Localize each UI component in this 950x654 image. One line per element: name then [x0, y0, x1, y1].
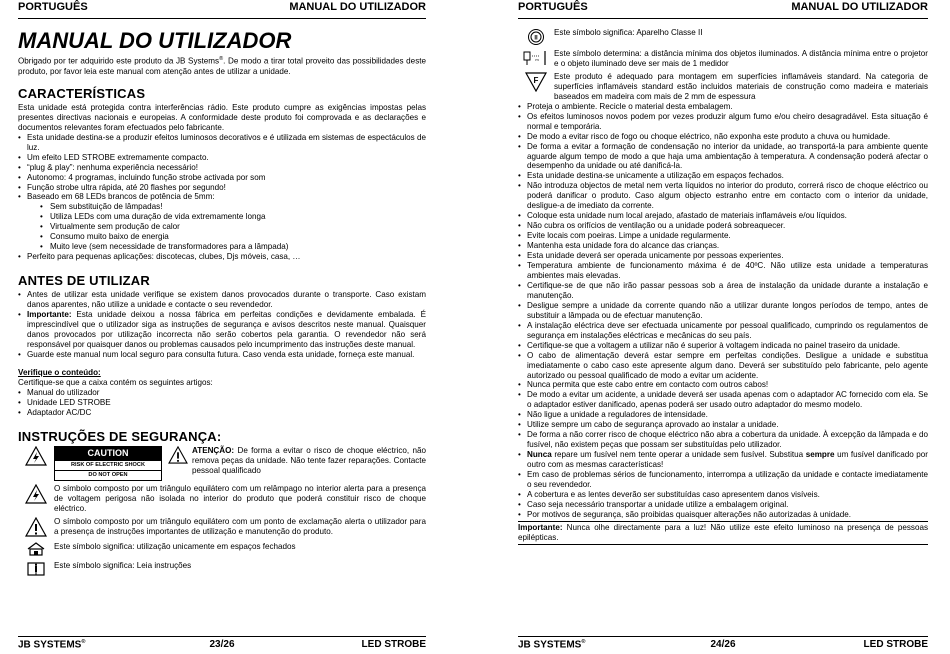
caution-label-box: [54, 446, 162, 481]
header-language: PORTUGUÊS: [518, 1, 588, 13]
list-item: [518, 450, 928, 470]
features-heading: CARACTERÍSTICAS: [18, 85, 146, 101]
symbol-row-class2: [518, 28, 928, 46]
registered-mark: ®: [81, 639, 86, 645]
list-item: • De forma a evitar a formação de condensação no interior da unidade, ao transportá-la para ambiente quente aguarde algum tempo de modo a que haja uma ambientação à temperatura. A condensação poderá afectar o desempenho da unidade ou até danificá-la.: [518, 142, 928, 172]
list-item: • Certifique-se que a voltagem a utilizar não é superior à voltagem indicada no painel traseiro da unidade.: [518, 341, 928, 351]
list-item: • Perfeito para pequenas aplicações: discotecas, clubes, Djs móveis, casa, …: [18, 252, 426, 262]
important-note-text: Nunca olhe directamente para a luz! Não utilize este efeito luminoso na presença de pessoas epilépticas.: [518, 522, 928, 542]
symbol-text: O símbolo composto por um triângulo equilátero com um relâmpago no interior alerta para a presença de voltagem perigosa não isolada no interior do produto que poderá constituir risco de choque eléctrico.: [54, 483, 426, 513]
list-item: • Utilize sempre um cabo de segurança aprovado ao instalar a unidade.: [518, 420, 928, 430]
list-item: • Temperatura ambiente de funcionamento máxima é de 40ºC. Não utilize esta unidade a temperaturas ambientes mais elevadas.: [518, 261, 928, 281]
list-item: • Baseado em 68 LEDs brancos de potência de 5mm:: [18, 192, 426, 202]
verify-contents-text: Certifique-se que a caixa contém os seguintes artigos:: [18, 378, 213, 388]
caution-sub-1: RISK OF ELECTRIC SHOCK: [55, 460, 161, 470]
list-item: • Muito leve (sem necessidade de transformadores para a lâmpada): [18, 242, 426, 252]
list-item: • De modo a evitar um acidente, a unidade deverá ser usada apenas com o adaptador AC fornecido com ela. Se o adaptador estiver danificado, apenas poderá ser usado outro adaptador do mesmo modelo.: [518, 390, 928, 410]
indoor-house-icon: [26, 542, 46, 556]
header-title: MANUAL DO UTILIZADOR: [791, 1, 928, 13]
list-item: • Coloque esta unidade num local arejado, afastado de materiais inflamáveis e/ou líquidos.: [518, 211, 928, 221]
features-paragraph: Esta unidade está protegida contra interferências rádio. Este produto cumpre as exigências impostas pelas presentes directivas nacionais e europeias. A conformidade deste produto foi comprovada e as declarações e documentos relevantes foram efectuados pelo fabricante.: [18, 102, 426, 132]
important-note: [518, 521, 928, 545]
before-use-list: [18, 290, 426, 360]
f-icon-label: F: [533, 75, 539, 85]
caution-label: CAUTION: [55, 447, 161, 460]
intro-text-b: . De modo a tirar total proveito das possibilidades deste produto, por favor leia este manual com atenção antes de utilizar a unidade.: [18, 56, 426, 76]
list-item: • Manual do utilizador: [18, 388, 426, 398]
distance-icon-label: m: [535, 57, 539, 62]
symbol-text: O símbolo composto por um triângulo equilátero com um ponto de exclamação alerta o utilizador para a presença de instruções importantes de utilização e manutenção do produto.: [54, 516, 426, 536]
exclamation-triangle-icon: [25, 517, 47, 537]
page-header: [518, 0, 928, 19]
class2-icon: [527, 28, 545, 46]
registered-mark: ®: [219, 56, 224, 62]
f-mark-icon: [525, 72, 547, 92]
page-content: [18, 30, 426, 577]
verify-contents-heading: Verifique o conteúdo:: [18, 368, 101, 378]
list-item: • Proteja o ambiente. Recicle o material desta embalagem.: [518, 102, 928, 112]
list-item: • Um efeito LED STROBE extremamente compacto.: [18, 153, 426, 163]
list-item: • De modo a evitar risco de fogo ou choque eléctrico, não exponha este produto a chuva ou humidade.: [518, 132, 928, 142]
symbol-text: Este produto é adequado para montagem em superfícies inflamáveis standard. Na categoria de superfícies inflamáveis standard estão incluidos materiais de construção como madeira e materiais baseados em madeira com mais de 2 mm de espessura: [554, 71, 928, 101]
read-manual-icon: [26, 561, 46, 577]
page-footer: [518, 636, 928, 650]
features-list: [18, 133, 426, 203]
list-item: • Função strobe ultra rápida, até 20 flashes por segundo!: [18, 183, 426, 193]
list-item: • Esta unidade destina-se unicamente a utilização em espaços fechados.: [518, 171, 928, 181]
caution-sub-2: DO NOT OPEN: [55, 470, 161, 480]
lightning-warning-icon: [25, 446, 47, 466]
important-note-label: Importante:: [518, 522, 563, 532]
list-item: • O cabo de alimentação deverá estar sempre em perfeitas condições. Desligue a unidade e substitua imediatamente o cabo caso este apresente algum dano. Deverá ser substituído pelo fabricante, pelo agente autorizado ou pessoal qualificado de modo a evitar um acidente.: [518, 351, 928, 381]
brand-name: JB SYSTEMS: [18, 639, 82, 651]
list-item: • Consumo muito baixo de energia: [18, 232, 426, 242]
brand-name: JB SYSTEMS: [518, 639, 582, 651]
fuse-always-label: sempre: [805, 450, 835, 460]
list-item: • Antes de utilizar esta unidade verifique se existem danos provocados durante o transporte. Caso existam danos aparentes, não utilize a unidade e contacte o seu revendedor.: [18, 290, 426, 310]
lightning-triangle-icon: [25, 484, 47, 504]
symbol-text: Este símbolo significa: Leia instruções: [54, 560, 192, 570]
list-item: • Unidade LED STROBE: [18, 398, 426, 408]
attention-body: De forma a evitar o risco de choque eléctrico, não remova peças da unidade. Não tente fazer reparações. Contacte pessoal qualificado: [192, 446, 426, 476]
footer-model: LED STROBE: [361, 639, 426, 650]
registered-mark: ®: [581, 639, 586, 645]
symbol-text: Este símbolo determina: a distância mínima dos objetos iluminados. A distância mínima entre o projetor e o objeto iluminado deve ser mais de 1 medidor: [554, 49, 928, 68]
main-title: MANUAL DO UTILIZADOR: [18, 28, 292, 53]
attention-label: ATENÇÃO:: [192, 446, 235, 456]
list-item: • Adaptador AC/DC: [18, 408, 426, 418]
contents-list: [18, 388, 426, 418]
list-item: • Guarde este manual num local seguro para consulta futura. Caso venda esta unidade, forneça este manual.: [18, 350, 426, 360]
intro-text-a: Obrigado por ter adquirido este produto da JB Systems: [18, 56, 220, 66]
attention-text: [192, 446, 426, 476]
safety-heading: INSTRUÇÕES DE SEGURANÇA:: [18, 428, 222, 444]
exclamation-warning-icon: [168, 446, 188, 464]
list-item: • A cobertura e as lentes deverão ser substituídas caso apresentem danos visíveis.: [518, 490, 928, 500]
list-item: • Desligue sempre a unidade da corrente quando não a utilizar durante longos períodos de tempo, antes de substituir a lâmpada ou de efectuar manutenção.: [518, 301, 928, 321]
list-item: • Caso seja necessário transportar a unidade utilize a embalagem original.: [518, 500, 928, 510]
list-item: • Certifique-se de que não irão passar pessoas sob a área de instalação da unidade durante a instalação e manutenção.: [518, 281, 928, 301]
list-item: • A instalação eléctrica deve ser efectuada unicamente por pessoal qualificado, cumprindo os regulamentos de segurança em instalações eléctricas e mecânicas do seu país.: [518, 321, 928, 341]
list-item: • Nunca permita que este cabo entre em contacto com outros cabos!: [518, 380, 928, 390]
important-text: Esta unidade deixou a nossa fábrica em perfeitas condições e devidamente embalada. É imprescindível que o utilizador siga as instruções de segurança e avisos descritos neste manual. Quaisquer danos provocados por utilização incorrecta não serão cobertos pela garantia. O revendedor não será responsável por quaisquer danos ou problemas causados pelo incumprimento das instruções deste manual.: [27, 310, 426, 350]
fuse-text-end: um fusível danificado por outro com as mesmas características!: [527, 450, 928, 470]
page-number: 24/26: [710, 639, 736, 650]
symbol-row-distance: [518, 49, 928, 69]
list-item: • Evite locais com poeiras. Limpe a unidade regularmente.: [518, 231, 928, 241]
important-label: Importante:: [27, 310, 72, 320]
list-item: • Os efeitos luminosos novos podem por vezes produzir algum fumo e/ou cheiro desagradável. Esta situação é normal e temporária.: [518, 112, 928, 132]
symbol-row-read: [18, 561, 426, 577]
class2-icon-label: II: [534, 35, 538, 42]
list-item: • Esta unidade destina-se a produzir efeitos luminosos decorativos e é utilizada em sistemas de espectáculos de luz.: [18, 133, 426, 153]
page-footer: [18, 636, 426, 650]
list-item: • Sem substituição de lâmpadas!: [18, 202, 426, 212]
list-item: • Por motivos de segurança, são proibidas quaisquer alterações não autorizadas à unidade.: [518, 510, 928, 520]
symbol-row-flammable: [518, 72, 928, 102]
intro-paragraph: [18, 56, 426, 77]
symbol-text: Este símbolo significa: utilização unicamente em espaços fechados: [54, 541, 296, 551]
list-item: [18, 310, 426, 350]
list-item: • “plug & play”: nenhuma experiência necessário!: [18, 163, 426, 173]
page-content: [518, 28, 928, 545]
safety-list: [518, 102, 928, 520]
min-distance-icon: [523, 49, 549, 67]
list-item: • Em caso de problemas sérios de funcionamento, interrompa a utilização da unidade e contacte imediatamente o seu revendedor.: [518, 470, 928, 490]
header-language: PORTUGUÊS: [18, 1, 88, 13]
features-list-end: [18, 252, 426, 262]
led-sublist: [18, 202, 426, 252]
list-item: • Virtualmente sem produção de calor: [18, 222, 426, 232]
fuse-text-mid: repare um fusível nem tente operar a unidade sem fusível. Substitua: [551, 450, 806, 460]
list-item: • Não ligue a unidade a reguladores de intensidade.: [518, 410, 928, 420]
symbol-row-indoor: [18, 542, 426, 556]
list-item: • Esta unidade deverá ser operada unicamente por pessoas experientes.: [518, 251, 928, 261]
list-item: • Utiliza LEDs com uma duração de vida extremamente longa: [18, 212, 426, 222]
page-number: 23/26: [209, 639, 235, 650]
right-page: [518, 0, 928, 654]
footer-model: LED STROBE: [863, 639, 928, 650]
list-item: • Não cubra os orifícios de ventilação ou a unidade poderá sobreaquecer.: [518, 221, 928, 231]
symbol-row-exclamation: [18, 517, 426, 537]
list-item: • De forma a não correr risco de choque eléctrico não abra a cobertura da unidade. À excepção da lâmpada e do fusível, não existem peças que possam ser substituídas pelo utilizador.: [518, 430, 928, 450]
fuse-never-label: Nunca: [527, 450, 552, 460]
header-title: MANUAL DO UTILIZADOR: [289, 1, 426, 13]
symbol-row-lightning: [18, 484, 426, 514]
left-page: [18, 0, 426, 654]
page-header: [18, 0, 426, 19]
list-item: • Não introduza objectos de metal nem verta líquidos no interior do produto, correrá risco de choque eléctrico ou poderá danificar o produto. Caso algum objecto estranho entre em contacto com o interior da unidade, desligue-a de imediato da corrente.: [518, 181, 928, 211]
before-use-heading: ANTES DE UTILIZAR: [18, 273, 150, 289]
symbol-text: Este símbolo significa: Aparelho Classe II: [554, 28, 703, 37]
list-item: • Mantenha esta unidade fora do alcance das crianças.: [518, 241, 928, 251]
list-item: • Autonomo: 4 programas, incluindo função strobe activada por som: [18, 173, 426, 183]
caution-block: [18, 446, 426, 481]
